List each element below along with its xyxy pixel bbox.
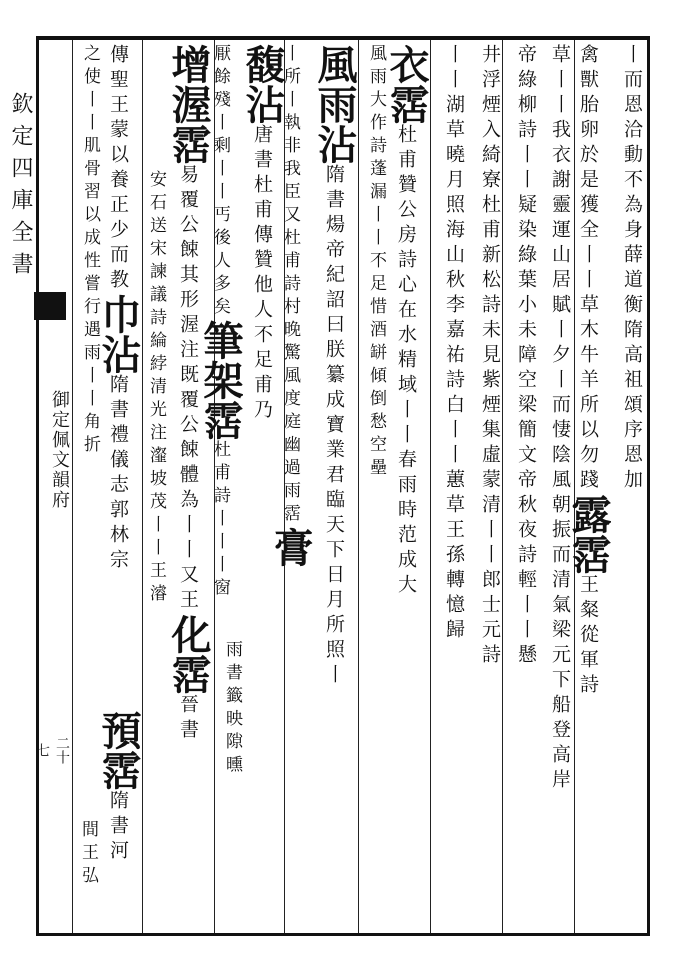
text-column <box>612 44 646 916</box>
column-text-tail: 隋書禮儀志郭林宗 <box>107 374 129 574</box>
text-column <box>565 44 612 916</box>
column-text: 草丨丨我衣謝靈運山居賦丨夕丨而悽陰風朝振而清氣梁元 <box>549 44 571 669</box>
column-text-tail: 隋書河 <box>107 790 129 865</box>
text-column <box>267 44 314 916</box>
text-column <box>434 44 468 916</box>
column-text: 丨而恩洽動不為身薛道衡隋高祖頌序恩加 <box>621 44 643 494</box>
text-column <box>142 170 170 916</box>
entry-heading: 化霑 <box>165 614 212 694</box>
column-text-tail: 嘗行遇雨丨丨角折 <box>80 274 100 458</box>
column-text-tail: 下船登高岸 <box>549 669 571 794</box>
column-text-tail: 杜甫詩丨丨丨窗 <box>210 440 230 601</box>
text-column <box>384 44 430 916</box>
margin-page-number: 二十七 <box>34 736 70 764</box>
entry-heading: 衣霑 <box>383 44 430 124</box>
text-column <box>470 44 504 916</box>
entry-heading: 筆架霑 <box>197 320 244 440</box>
column-rule <box>358 40 359 933</box>
margin-book-title: 欽定四庫全書 <box>8 92 33 284</box>
column-text: 傳聖王蒙以養正少而教 <box>107 44 129 294</box>
entry-heading: 膏 <box>267 527 314 567</box>
column-text: 易覆公餗其形渥注既覆公餗體為丨丨又王 <box>177 164 199 614</box>
column-text: 雨書籤映隙曛 <box>222 640 242 778</box>
entry-heading: 增渥霑 <box>165 44 212 164</box>
column-text: 厭餘殘丨剩丨丨丐後人多矣 <box>210 44 230 320</box>
text-column <box>222 640 246 890</box>
text-column <box>506 44 540 916</box>
text-column <box>362 44 390 916</box>
column-text: 杜甫贊公房詩心在水精域丨丨春雨時范成大 <box>395 124 417 599</box>
column-text-tail: 間王弘 <box>78 820 98 889</box>
entry-heading: 預霑 <box>95 710 142 790</box>
column-text-tail: 王濬 <box>146 561 166 607</box>
text-column <box>95 710 142 910</box>
column-text: 禽獸胎卵於是獲全丨丨草木牛羊所以勿踐 <box>577 44 599 494</box>
text-column <box>166 44 212 916</box>
entry-heading: 馥沾 <box>239 44 286 124</box>
entry-heading: 露霑 <box>565 494 612 574</box>
column-text-tail: 王粲從軍詩 <box>577 574 599 699</box>
column-text: 帝綠柳詩丨丨疑染綠葉小未障空梁簡文帝秋夜詩輕丨丨懸 <box>515 44 537 669</box>
column-rule <box>72 40 73 933</box>
column-text: 隋書煬帝紀詔曰朕纂成寶業君臨天下日月所照丨 <box>323 164 345 689</box>
column-text: 安石送宋諫議詩綸綍清光注瀣坡茂丨丨 <box>146 170 166 561</box>
column-text-tail: 晉書 <box>177 694 199 744</box>
text-column <box>74 820 102 910</box>
column-text: 井浮煙入綺寮杜甫新松詩未見紫煙集虛蒙清丨丨郎士元詩 <box>479 44 501 669</box>
column-text: 風雨大作詩蓬漏丨丨不足惜酒缾傾倒愁空壘 <box>366 44 386 481</box>
entry-heading: 巾沾 <box>95 294 142 374</box>
column-rule <box>430 40 431 933</box>
text-column <box>239 44 286 916</box>
text-column <box>312 44 358 916</box>
text-column <box>540 44 574 916</box>
column-text: 丨所丨執非我臣又杜甫詩村晚驚風度庭幽過雨霑 <box>280 44 300 527</box>
column-text: 丨丨湖草曉月照海山秋李嘉祐詩白丨丨蕙草王孫轉憶歸 <box>443 44 465 644</box>
margin-work-title: 御定佩文韻府 <box>49 390 70 510</box>
entry-heading: 風雨沾 <box>311 44 358 164</box>
column-text: 之使丨丨肌骨習以成性 <box>80 44 100 274</box>
column-text: 唐書杜甫傳贊他人不足甫乃 <box>251 124 273 424</box>
